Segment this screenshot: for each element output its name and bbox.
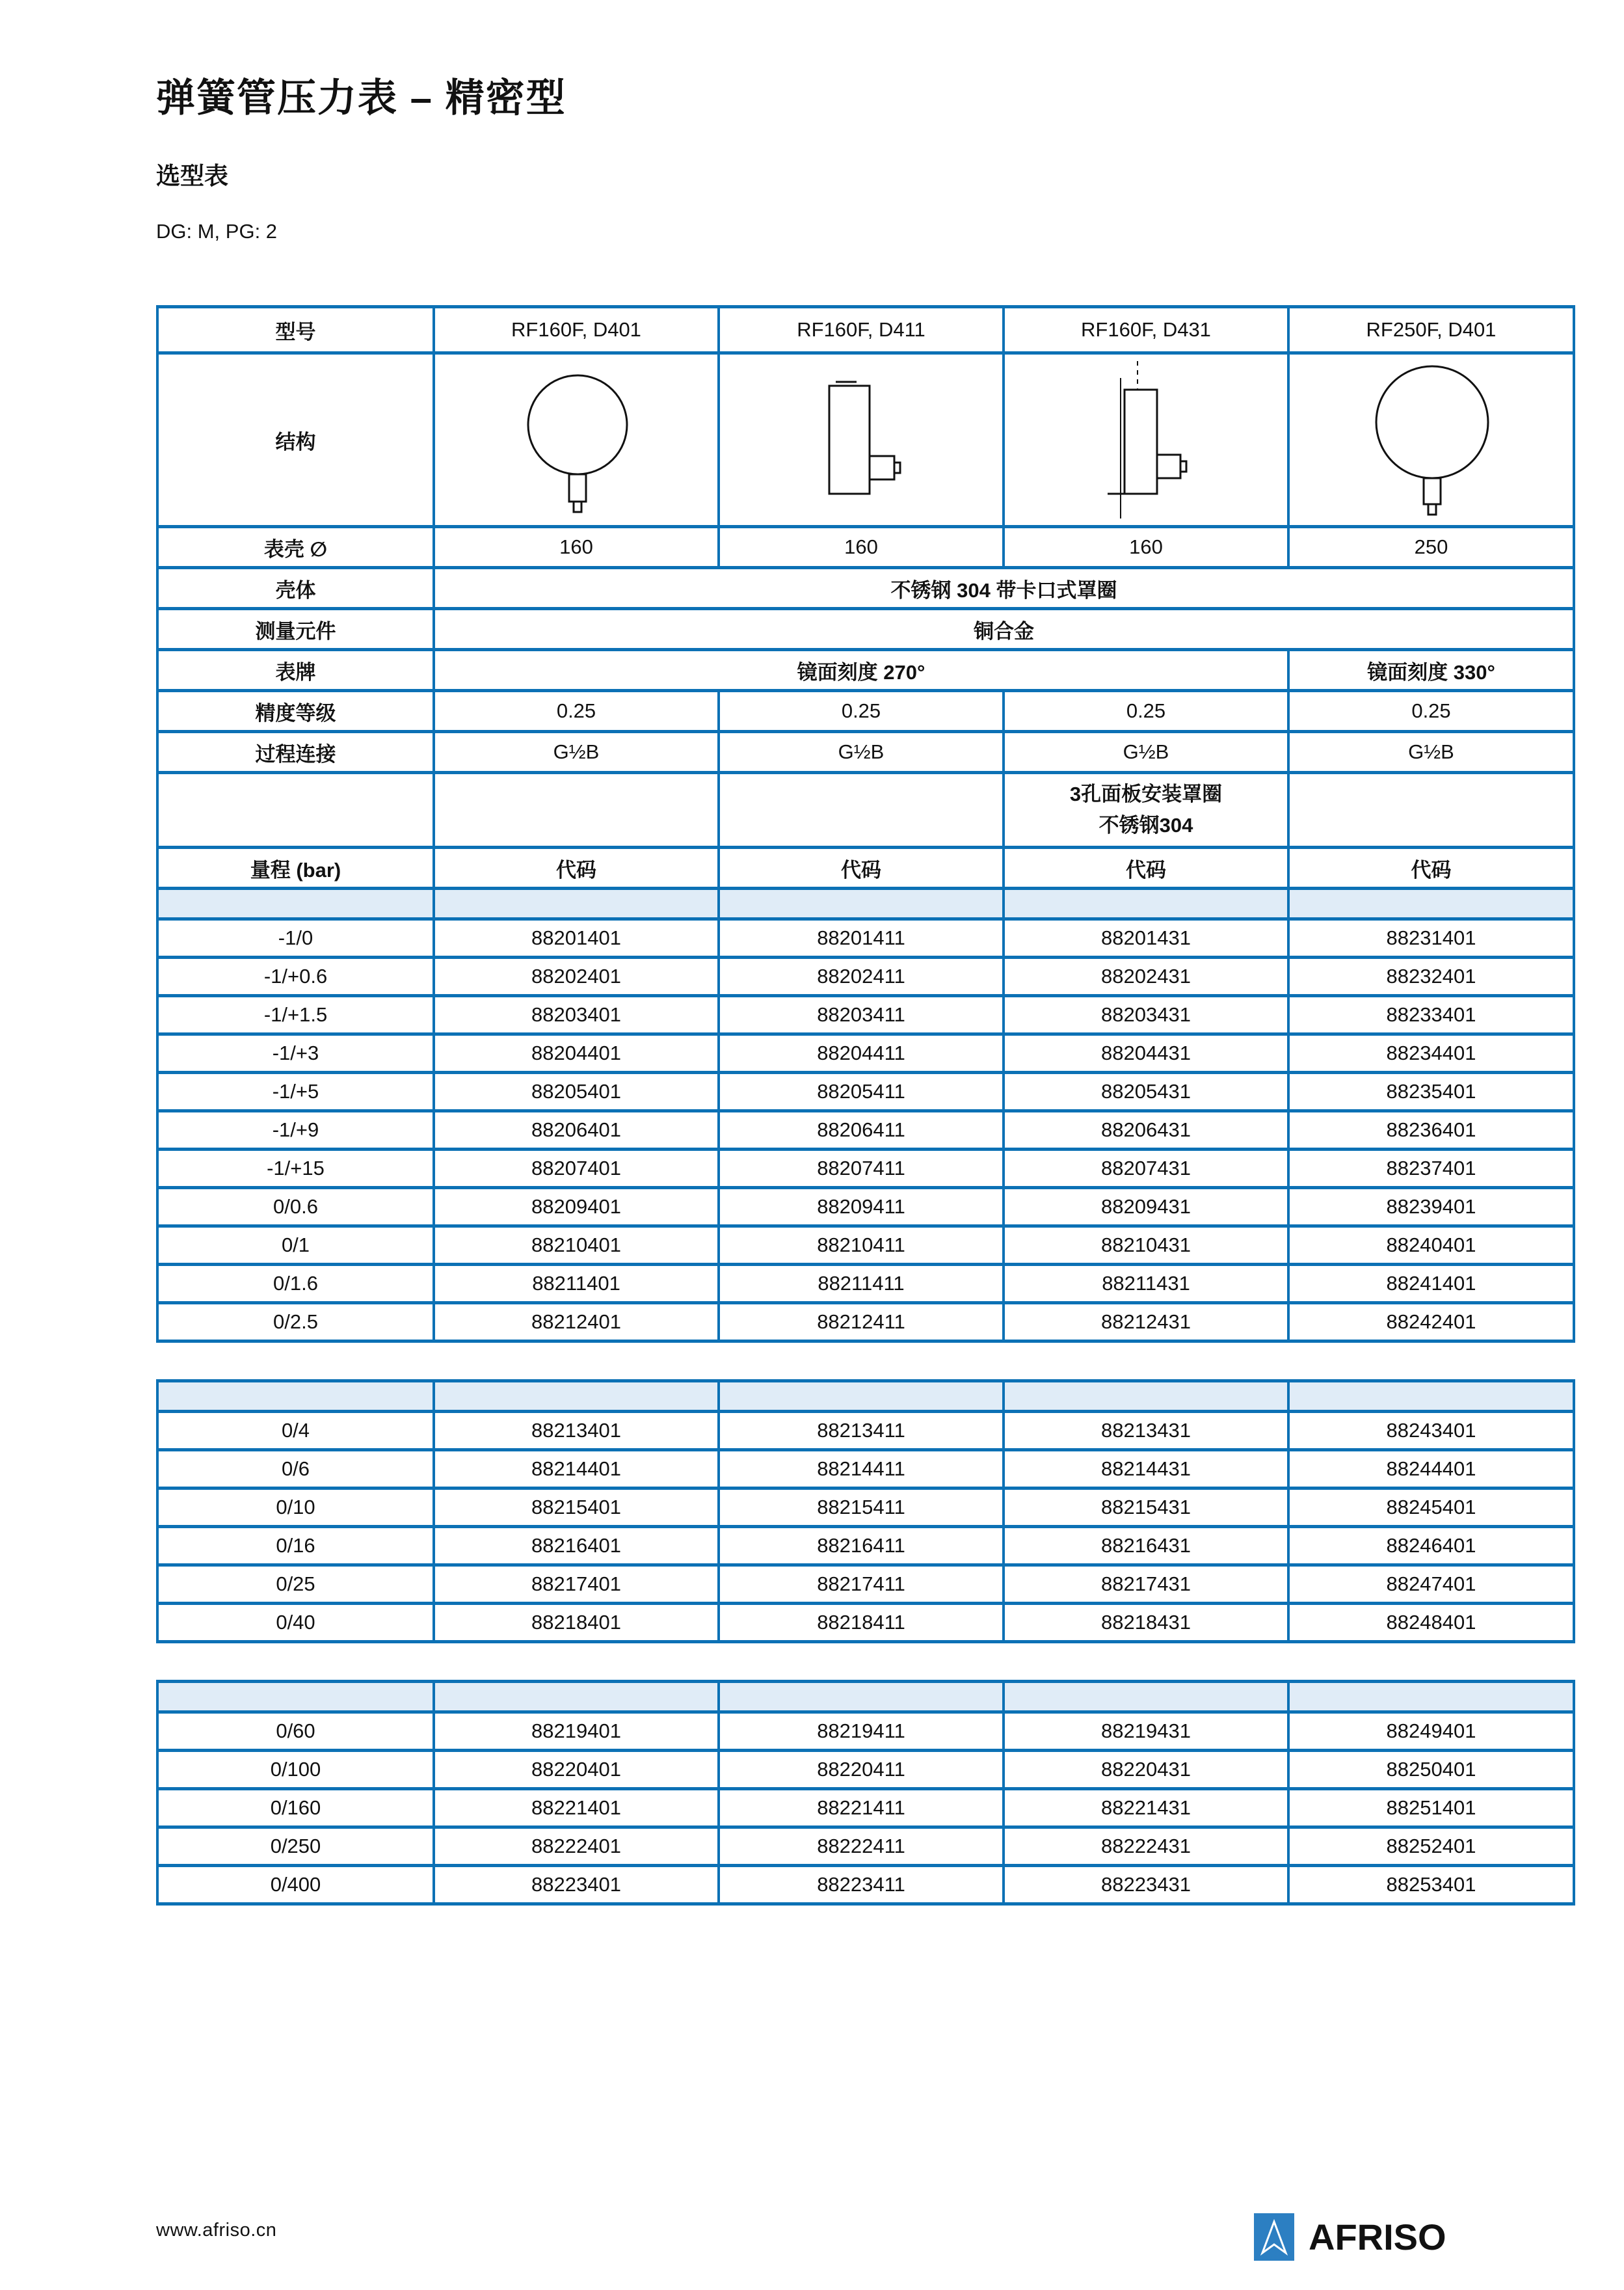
spacer-cell xyxy=(157,1682,434,1712)
range-rows xyxy=(157,889,1574,1904)
gauge-side-view-icon xyxy=(720,358,1004,521)
code-cell: 88218411 xyxy=(719,1604,1004,1642)
code-cell: 88205401 xyxy=(434,1073,719,1111)
case-diameter-value: 160 xyxy=(434,527,719,568)
spec-rows xyxy=(157,307,1574,889)
dial-value-270: 镜面刻度 270° xyxy=(434,650,1288,691)
table-row xyxy=(157,919,1574,958)
range-cell: 0/1.6 xyxy=(157,1265,434,1303)
range-cell: -1/+5 xyxy=(157,1073,434,1111)
code-cell: 88213431 xyxy=(1004,1412,1288,1450)
code-cell: 88220411 xyxy=(719,1751,1004,1789)
code-cell: 88203401 xyxy=(434,996,719,1034)
code-cell: 88207431 xyxy=(1004,1150,1288,1188)
code-cell: 88203431 xyxy=(1004,996,1288,1034)
code-cell: 88216401 xyxy=(434,1527,719,1565)
code-cell: 88242401 xyxy=(1288,1303,1574,1341)
code-cell: 88212431 xyxy=(1004,1303,1288,1341)
table-row xyxy=(157,1226,1574,1265)
section-spacer-row xyxy=(157,1381,1574,1412)
code-cell: 88217411 xyxy=(719,1565,1004,1604)
code-cell: 88245401 xyxy=(1288,1488,1574,1527)
selection-table xyxy=(156,305,1575,1906)
code-header: 代码 xyxy=(719,848,1004,889)
table-row xyxy=(157,1188,1574,1226)
range-cell: 0/1 xyxy=(157,1226,434,1265)
empty-cell xyxy=(434,773,719,848)
code-cell: 88213411 xyxy=(719,1412,1004,1450)
table-row xyxy=(157,1751,1574,1789)
code-cell: 88233401 xyxy=(1288,996,1574,1034)
page-subtitle: 选型表 xyxy=(156,163,228,189)
code-cell: 88219401 xyxy=(434,1712,719,1751)
code-cell: 88236401 xyxy=(1288,1111,1574,1150)
section-spacer-row xyxy=(157,889,1574,919)
code-cell: 88214401 xyxy=(434,1450,719,1488)
case-diameter-row xyxy=(157,527,1574,568)
afriso-logo xyxy=(1254,2213,1446,2261)
section-gap-row xyxy=(157,1642,1574,1682)
range-cell: 0/4 xyxy=(157,1412,434,1450)
code-cell: 88209431 xyxy=(1004,1188,1288,1226)
spacer-cell xyxy=(719,889,1004,919)
spacer-cell xyxy=(157,1381,434,1412)
code-cell: 88252401 xyxy=(1288,1827,1574,1866)
code-cell: 88216431 xyxy=(1004,1527,1288,1565)
process-connection-value: G½B xyxy=(1288,732,1574,773)
code-cell: 88211411 xyxy=(719,1265,1004,1303)
range-cell: -1/+1.5 xyxy=(157,996,434,1034)
housing-row xyxy=(157,568,1574,609)
code-cell: 88251401 xyxy=(1288,1789,1574,1827)
spacer-cell xyxy=(1004,1682,1288,1712)
panel-note-line2: 不锈钢304 xyxy=(1098,814,1193,837)
code-header: 代码 xyxy=(1288,848,1574,889)
accuracy-value: 0.25 xyxy=(1004,691,1288,732)
model-name: RF160F, D431 xyxy=(1004,307,1288,353)
table-row xyxy=(157,1412,1574,1450)
range-header-row xyxy=(157,848,1574,889)
code-cell: 88221431 xyxy=(1004,1789,1288,1827)
spacer-cell xyxy=(157,889,434,919)
process-connection-value: G½B xyxy=(719,732,1004,773)
model-name: RF160F, D411 xyxy=(719,307,1004,353)
website-link[interactable]: www.afriso.cn xyxy=(156,2220,277,2241)
code-cell: 88249401 xyxy=(1288,1712,1574,1751)
code-cell: 88204401 xyxy=(434,1034,719,1073)
range-cell: 0/25 xyxy=(157,1565,434,1604)
code-cell: 88206401 xyxy=(434,1111,719,1150)
panel-note-row xyxy=(157,773,1574,848)
dial-label: 表牌 xyxy=(157,650,434,691)
table-row xyxy=(157,1527,1574,1565)
code-cell: 88213401 xyxy=(434,1412,719,1450)
code-cell: 88214411 xyxy=(719,1450,1004,1488)
accuracy-value: 0.25 xyxy=(434,691,719,732)
code-cell: 88217401 xyxy=(434,1565,719,1604)
spacer-cell xyxy=(434,1682,719,1712)
code-cell: 88232401 xyxy=(1288,958,1574,996)
process-connection-value: G½B xyxy=(1004,732,1288,773)
spacer-cell xyxy=(1004,889,1288,919)
code-cell: 88210411 xyxy=(719,1226,1004,1265)
code-cell: 88211431 xyxy=(1004,1265,1288,1303)
code-cell: 88202401 xyxy=(434,958,719,996)
code-cell: 88223401 xyxy=(434,1866,719,1904)
range-cell: 0/400 xyxy=(157,1866,434,1904)
empty-cell xyxy=(719,773,1004,848)
spacer-cell xyxy=(1288,889,1574,919)
code-cell: 88209401 xyxy=(434,1188,719,1226)
range-cell: 0/250 xyxy=(157,1827,434,1866)
table-row xyxy=(157,1303,1574,1341)
spacer-cell xyxy=(1288,1381,1574,1412)
structure-cell xyxy=(1288,353,1574,527)
code-cell: 88210431 xyxy=(1004,1226,1288,1265)
code-cell: 88219411 xyxy=(719,1712,1004,1751)
measuring-element-row xyxy=(157,609,1574,650)
accuracy-row xyxy=(157,691,1574,732)
model-row-label: 型号 xyxy=(157,307,434,353)
structure-cell xyxy=(719,353,1004,527)
accuracy-label: 精度等级 xyxy=(157,691,434,732)
range-cell: 0/0.6 xyxy=(157,1188,434,1226)
range-cell: 0/2.5 xyxy=(157,1303,434,1341)
range-cell: 0/6 xyxy=(157,1450,434,1488)
code-cell: 88214431 xyxy=(1004,1450,1288,1488)
range-cell: -1/+15 xyxy=(157,1150,434,1188)
code-cell: 88218431 xyxy=(1004,1604,1288,1642)
code-cell: 88212401 xyxy=(434,1303,719,1341)
table-row xyxy=(157,1450,1574,1488)
code-cell: 88212411 xyxy=(719,1303,1004,1341)
range-cell: 0/160 xyxy=(157,1789,434,1827)
page-title: 弹簧管压力表 – 精密型 xyxy=(156,76,566,120)
empty-cell xyxy=(157,773,434,848)
range-cell: 0/40 xyxy=(157,1604,434,1642)
code-cell: 88216411 xyxy=(719,1527,1004,1565)
code-cell: 88204431 xyxy=(1004,1034,1288,1073)
table-row xyxy=(157,1866,1574,1904)
code-cell: 88206411 xyxy=(719,1111,1004,1150)
code-cell: 88215431 xyxy=(1004,1488,1288,1527)
page-content xyxy=(156,0,1573,1906)
structure-row xyxy=(157,353,1574,527)
table-row xyxy=(157,1565,1574,1604)
measuring-element-label: 测量元件 xyxy=(157,609,434,650)
code-cell: 88211401 xyxy=(434,1265,719,1303)
range-cell: 0/60 xyxy=(157,1712,434,1751)
table-row xyxy=(157,1789,1574,1827)
spacer-cell xyxy=(1288,1682,1574,1712)
range-cell: 0/100 xyxy=(157,1751,434,1789)
afriso-logo-text: AFRISO xyxy=(1309,2216,1446,2257)
code-cell: 88247401 xyxy=(1288,1565,1574,1604)
range-cell: -1/0 xyxy=(157,919,434,958)
code-cell: 88231401 xyxy=(1288,919,1574,958)
table-row xyxy=(157,1111,1574,1150)
model-name: RF160F, D401 xyxy=(434,307,719,353)
code-cell: 88220401 xyxy=(434,1751,719,1789)
spacer-cell xyxy=(434,1381,719,1412)
process-connection-row xyxy=(157,732,1574,773)
table-row xyxy=(157,1827,1574,1866)
range-cell: -1/+9 xyxy=(157,1111,434,1150)
code-cell: 88221401 xyxy=(434,1789,719,1827)
code-cell: 88235401 xyxy=(1288,1073,1574,1111)
case-diameter-label: 表壳 ∅ xyxy=(157,527,434,568)
table-row xyxy=(157,1265,1574,1303)
code-cell: 88248401 xyxy=(1288,1604,1574,1642)
section-gap-row xyxy=(157,1341,1574,1381)
gauge-front-view-icon xyxy=(435,358,719,521)
gauge-side-panel-mount-view-icon xyxy=(1005,358,1288,521)
range-cell: -1/+0.6 xyxy=(157,958,434,996)
page-meta: DG: M, PG: 2 xyxy=(156,220,278,243)
section-spacer-row xyxy=(157,1682,1574,1712)
code-cell: 88223431 xyxy=(1004,1866,1288,1904)
code-cell: 88210401 xyxy=(434,1226,719,1265)
table-row xyxy=(157,1034,1574,1073)
code-cell: 88215411 xyxy=(719,1488,1004,1527)
code-cell: 88250401 xyxy=(1288,1751,1574,1789)
code-cell: 88207401 xyxy=(434,1150,719,1188)
code-cell: 88223411 xyxy=(719,1866,1004,1904)
case-diameter-value: 160 xyxy=(1004,527,1288,568)
code-cell: 88222401 xyxy=(434,1827,719,1866)
code-cell: 88205431 xyxy=(1004,1073,1288,1111)
code-header: 代码 xyxy=(434,848,719,889)
panel-note-line1: 3孔面板安装罩圈 xyxy=(1069,782,1223,805)
gauge-front-view-large-icon xyxy=(1290,358,1574,521)
accuracy-value: 0.25 xyxy=(1288,691,1574,732)
structure-row-label: 结构 xyxy=(157,353,434,527)
code-cell: 88218401 xyxy=(434,1604,719,1642)
table-row xyxy=(157,996,1574,1034)
code-cell: 88217431 xyxy=(1004,1565,1288,1604)
code-cell: 88220431 xyxy=(1004,1751,1288,1789)
table-row xyxy=(157,958,1574,996)
model-name: RF250F, D401 xyxy=(1288,307,1574,353)
code-cell: 88215401 xyxy=(434,1488,719,1527)
range-cell: 0/16 xyxy=(157,1527,434,1565)
empty-cell xyxy=(1288,773,1574,848)
housing-label: 壳体 xyxy=(157,568,434,609)
spacer-cell xyxy=(719,1381,1004,1412)
code-cell: 88234401 xyxy=(1288,1034,1574,1073)
case-diameter-value: 160 xyxy=(719,527,1004,568)
code-cell: 88219431 xyxy=(1004,1712,1288,1751)
table-row xyxy=(157,1604,1574,1642)
code-cell: 88207411 xyxy=(719,1150,1004,1188)
code-cell: 88240401 xyxy=(1288,1226,1574,1265)
process-connection-label: 过程连接 xyxy=(157,732,434,773)
table-row xyxy=(157,1488,1574,1527)
code-cell: 88221411 xyxy=(719,1789,1004,1827)
spacer-cell xyxy=(434,889,719,919)
code-cell: 88244401 xyxy=(1288,1450,1574,1488)
code-cell: 88222431 xyxy=(1004,1827,1288,1866)
code-cell: 88201401 xyxy=(434,919,719,958)
panel-note-cell xyxy=(1004,773,1288,848)
code-cell: 88209411 xyxy=(719,1188,1004,1226)
code-cell: 88201411 xyxy=(719,919,1004,958)
code-cell: 88206431 xyxy=(1004,1111,1288,1150)
code-cell: 88222411 xyxy=(719,1827,1004,1866)
case-diameter-value: 250 xyxy=(1288,527,1574,568)
table-row xyxy=(157,1150,1574,1188)
code-cell: 88202431 xyxy=(1004,958,1288,996)
model-header-row xyxy=(157,307,1574,353)
code-cell: 88243401 xyxy=(1288,1412,1574,1450)
code-cell: 88253401 xyxy=(1288,1866,1574,1904)
spacer-cell xyxy=(1004,1381,1288,1412)
accuracy-value: 0.25 xyxy=(719,691,1004,732)
code-cell: 88202411 xyxy=(719,958,1004,996)
process-connection-value: G½B xyxy=(434,732,719,773)
code-cell: 88203411 xyxy=(719,996,1004,1034)
spacer-cell xyxy=(719,1682,1004,1712)
range-header-label: 量程 (bar) xyxy=(157,848,434,889)
section-gap-cell xyxy=(157,1341,1574,1381)
code-header: 代码 xyxy=(1004,848,1288,889)
section-gap-cell xyxy=(157,1642,1574,1682)
table-row xyxy=(157,1712,1574,1751)
range-cell: 0/10 xyxy=(157,1488,434,1527)
structure-cell xyxy=(434,353,719,527)
code-cell: 88246401 xyxy=(1288,1527,1574,1565)
code-cell: 88237401 xyxy=(1288,1150,1574,1188)
range-cell: -1/+3 xyxy=(157,1034,434,1073)
code-cell: 88201431 xyxy=(1004,919,1288,958)
table-row xyxy=(157,1073,1574,1111)
dial-value-330: 镜面刻度 330° xyxy=(1288,650,1574,691)
code-cell: 88241401 xyxy=(1288,1265,1574,1303)
code-cell: 88239401 xyxy=(1288,1188,1574,1226)
measuring-element-value: 铜合金 xyxy=(434,609,1574,650)
dial-row xyxy=(157,650,1574,691)
housing-value: 不锈钢 304 带卡口式罩圈 xyxy=(434,568,1574,609)
afriso-arrow-icon xyxy=(1254,2213,1294,2261)
code-cell: 88204411 xyxy=(719,1034,1004,1073)
structure-cell xyxy=(1004,353,1288,527)
code-cell: 88205411 xyxy=(719,1073,1004,1111)
